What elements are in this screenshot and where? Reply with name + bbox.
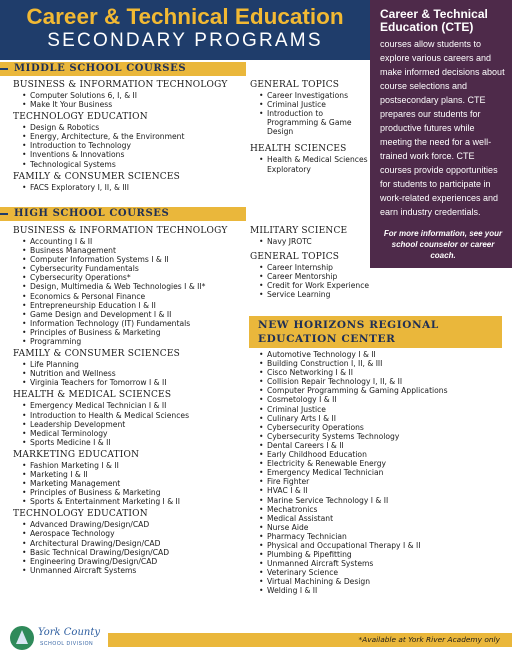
high-school-heading-bar bbox=[0, 207, 246, 221]
list-item: • Physical and Occupational Therapy I & II bbox=[267, 541, 505, 550]
course-list bbox=[13, 401, 248, 446]
panel-body: courses allow students to explore various careers and make informed decisions about course selections and postsecondary plans. CTE prepares our students for productive futures while meeting the need for a well-trained work force. CTE courses provide opportunities for students to participate in work-related experiences and earn industry credentials. bbox=[380, 39, 505, 217]
course-list bbox=[13, 520, 248, 575]
list-item: • Entrepreneurship Education I & II bbox=[30, 301, 248, 310]
list-item: • Veterinary Science bbox=[267, 568, 505, 577]
list-item: • Introduction to Health & Medical Sciences bbox=[30, 411, 248, 420]
list-item: • Programming bbox=[30, 337, 248, 346]
section-heading: FAMILY & CONSUMER SCIENCES bbox=[13, 171, 180, 182]
course-list bbox=[250, 155, 370, 173]
list-item: • Leadership Development bbox=[30, 420, 248, 429]
course-list bbox=[13, 123, 248, 168]
list-item: • Information Technology (IT) Fundamentals bbox=[30, 319, 248, 328]
list-item: • Make It Your Business bbox=[30, 100, 248, 109]
list-item: • Energy, Architecture, & the Environment bbox=[30, 132, 248, 141]
list-item: • Virginia Teachers for Tomorrow I & II bbox=[30, 378, 248, 387]
list-item: • Nutrition and Wellness bbox=[30, 369, 248, 378]
list-item: • Automotive Technology I & II bbox=[267, 350, 505, 359]
list-item: • FACS Exploratory I, II, & III bbox=[30, 183, 248, 192]
list-item: • Introduction to Programming & Game Design bbox=[267, 109, 370, 136]
list-item: • Accounting I & II bbox=[30, 237, 248, 246]
list-item: • Plumbing & Pipefitting bbox=[267, 550, 505, 559]
list-item: • Computer Information Systems I & II bbox=[30, 255, 248, 264]
section-heading: FAMILY & CONSUMER SCIENCES bbox=[13, 349, 180, 360]
list-item: • Unmanned Aircraft Systems bbox=[30, 566, 248, 575]
list-item: • Sports Medicine I & II bbox=[30, 438, 248, 447]
list-item: • Career Investigations bbox=[267, 91, 370, 100]
course-list bbox=[13, 183, 248, 192]
list-item: • Cosmetology I & II bbox=[267, 395, 505, 404]
panel-heading-line2: Education (CTE) bbox=[380, 20, 474, 34]
list-item: • Credit for Work Experience bbox=[267, 281, 505, 290]
high-school-heading: HIGH SCHOOL COURSES bbox=[14, 208, 170, 219]
list-item: • Basic Technical Drawing/Design/CAD bbox=[30, 548, 248, 557]
section-heading: MILITARY SCIENCE bbox=[250, 226, 348, 236]
list-item: • Nurse Aide bbox=[267, 523, 505, 532]
new-horizons-heading-bar bbox=[249, 316, 502, 348]
list-item: • Electricity & Renewable Energy bbox=[267, 459, 505, 468]
list-item: • Cybersecurity Fundamentals bbox=[30, 264, 248, 273]
course-list bbox=[250, 350, 505, 596]
list-item: • Mechatronics bbox=[267, 505, 505, 514]
list-item: • Health & Medical Sciences Exploratory bbox=[267, 155, 370, 173]
new-horizons-column bbox=[250, 350, 505, 596]
footnote: *Available at York River Academy only bbox=[358, 635, 500, 644]
course-list bbox=[13, 461, 248, 506]
section-heading: BUSINESS & INFORMATION TECHNOLOGY bbox=[13, 226, 228, 236]
list-item: • Virtual Machining & Design bbox=[267, 577, 505, 586]
course-list bbox=[13, 360, 248, 387]
list-item: • Design, Multimedia & Web Technologies I & II* bbox=[30, 282, 248, 291]
list-item: • Criminal Justice bbox=[267, 100, 370, 109]
logo-subtext: SCHOOL DIVISION bbox=[40, 641, 94, 647]
list-item: • Collision Repair Technology I, II, & II bbox=[267, 377, 505, 386]
list-item: • Fire Fighter bbox=[267, 477, 505, 486]
list-item: • Cybersecurity Systems Technology bbox=[267, 432, 505, 441]
page-subtitle: SECONDARY PROGRAMS bbox=[47, 30, 323, 51]
list-item: • Emergency Medical Technician bbox=[267, 468, 505, 477]
middle-school-left-column bbox=[13, 80, 248, 192]
list-item: • Marketing Management bbox=[30, 479, 248, 488]
list-item: • Dental Careers I & II bbox=[267, 441, 505, 450]
list-item: • Computer Solutions 6, I, & II bbox=[30, 91, 248, 100]
heading-rule bbox=[0, 213, 8, 215]
list-item: • Principles of Business & Marketing bbox=[30, 488, 248, 497]
logo-text: York County bbox=[38, 627, 100, 638]
list-item: • Marine Service Technology I & II bbox=[267, 496, 505, 505]
list-item: • HVAC I & II bbox=[267, 486, 505, 495]
list-item: • Principles of Business & Marketing bbox=[30, 328, 248, 337]
list-item: • Medical Assistant bbox=[267, 514, 505, 523]
high-school-right-column bbox=[250, 226, 505, 299]
list-item: • Sports & Entertainment Marketing I & II bbox=[30, 497, 248, 506]
course-list bbox=[13, 91, 248, 109]
new-horizons-heading-line2: EDUCATION CENTER bbox=[258, 333, 396, 345]
list-item: • Inventions & Innovations bbox=[30, 150, 248, 159]
course-list bbox=[250, 263, 505, 299]
section-heading: BUSINESS & INFORMATION TECHNOLOGY bbox=[13, 80, 228, 90]
list-item: • Advanced Drawing/Design/CAD bbox=[30, 520, 248, 529]
page-title: Career & Technical Education bbox=[26, 4, 344, 29]
list-item: • Architectural Drawing/Design/CAD bbox=[30, 539, 248, 548]
section-heading: GENERAL TOPICS bbox=[250, 80, 340, 90]
middle-school-heading-bar bbox=[0, 62, 246, 76]
list-item: • Unmanned Aircraft Systems bbox=[267, 559, 505, 568]
list-item: • Cybersecurity Operations bbox=[267, 423, 505, 432]
section-heading: MARKETING EDUCATION bbox=[13, 449, 140, 460]
panel-heading-line1: Career & Technical bbox=[380, 7, 488, 21]
list-item: • Engineering Drawing/Design/CAD bbox=[30, 557, 248, 566]
list-item: • Aerospace Technology bbox=[30, 529, 248, 538]
high-school-left-column bbox=[13, 226, 248, 575]
list-item: • Medical Terminology bbox=[30, 429, 248, 438]
list-item: • Welding I & II bbox=[267, 586, 505, 595]
course-list bbox=[13, 237, 248, 346]
list-item: • Culinary Arts I & II bbox=[267, 414, 505, 423]
mountain-icon bbox=[10, 626, 34, 650]
list-item: • Game Design and Development I & II bbox=[30, 310, 248, 319]
section-heading: GENERAL TOPICS bbox=[250, 252, 340, 263]
middle-school-right-column bbox=[250, 80, 370, 174]
list-item: • Technological Systems bbox=[30, 160, 248, 169]
list-item: • Navy JROTC bbox=[267, 237, 505, 246]
list-item: • Business Management bbox=[30, 246, 248, 255]
list-item: • Fashion Marketing I & II bbox=[30, 461, 248, 470]
list-item: • Pharmacy Technician bbox=[267, 532, 505, 541]
list-item: • Introduction to Technology bbox=[30, 141, 248, 150]
list-item: • Criminal Justice bbox=[267, 405, 505, 414]
list-item: • Computer Programming & Gaming Applications bbox=[267, 386, 505, 395]
list-item: • Economics & Personal Finance bbox=[30, 292, 248, 301]
course-list bbox=[250, 91, 370, 136]
panel-footer: For more information, see your school counselor or career coach. bbox=[383, 229, 503, 260]
section-heading: HEALTH SCIENCES bbox=[250, 144, 347, 155]
section-heading: TECHNOLOGY EDUCATION bbox=[13, 112, 148, 123]
new-horizons-heading-line1: NEW HORIZONS REGIONAL bbox=[258, 319, 439, 331]
list-item: • Career Internship bbox=[267, 263, 505, 272]
list-item: • Cisco Networking I & II bbox=[267, 368, 505, 377]
title-banner bbox=[0, 0, 370, 60]
section-heading: HEALTH & MEDICAL SCIENCES bbox=[13, 390, 172, 401]
middle-school-heading: MIDDLE SCHOOL COURSES bbox=[14, 63, 187, 74]
list-item: • Marketing I & II bbox=[30, 470, 248, 479]
course-list bbox=[250, 237, 505, 246]
school-division-logo bbox=[6, 623, 104, 655]
section-heading: TECHNOLOGY EDUCATION bbox=[13, 509, 148, 520]
list-item: • Building Construction I, II, & III bbox=[267, 359, 505, 368]
list-item: • Design & Robotics bbox=[30, 123, 248, 132]
list-item: • Early Childhood Education bbox=[267, 450, 505, 459]
list-item: • Service Learning bbox=[267, 290, 505, 299]
list-item: • Cybersecurity Operations* bbox=[30, 273, 248, 282]
list-item: • Career Mentorship bbox=[267, 272, 505, 281]
list-item: • Life Planning bbox=[30, 360, 248, 369]
list-item: • Emergency Medical Technician I & II bbox=[30, 401, 248, 410]
heading-rule bbox=[0, 68, 8, 70]
